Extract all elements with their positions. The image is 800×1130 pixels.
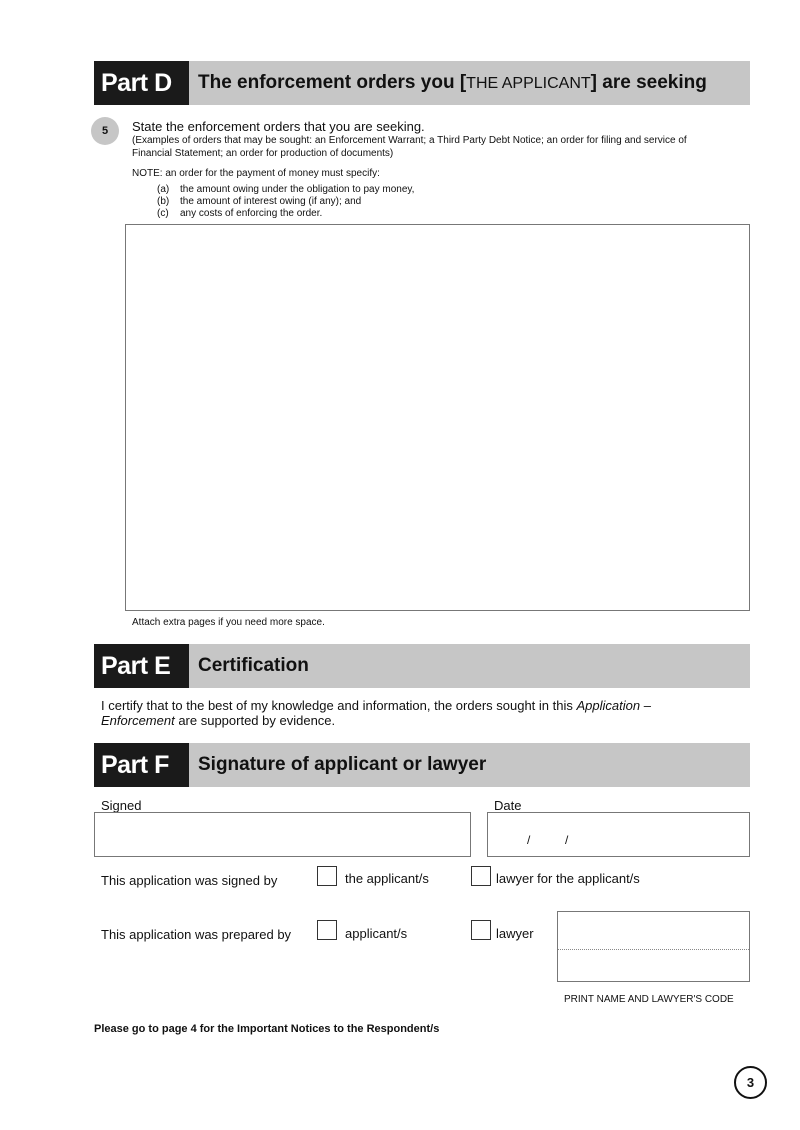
prepared-by-applicant-checkbox[interactable]	[317, 920, 337, 940]
signed-by-applicant-checkbox[interactable]	[317, 866, 337, 886]
line-marker	[125, 387, 126, 407]
line-marker	[125, 355, 126, 375]
part-e-header	[94, 644, 750, 688]
application-title-italic: Enforcement	[101, 713, 175, 728]
part-d-label: Part D	[94, 61, 189, 105]
part-f-title: Signature of applicant or lawyer	[198, 754, 487, 775]
list-text: any costs of enforcing the order.	[180, 208, 323, 219]
signature-field[interactable]	[94, 812, 471, 857]
prepared-by-label: This application was prepared by	[101, 927, 292, 942]
application-title-italic: Application –	[576, 698, 651, 713]
list-marker: (c)	[157, 208, 169, 219]
signed-by-label: This application was signed by	[101, 873, 278, 888]
list-text: the amount owing under the obligation to pay money,	[180, 184, 415, 195]
part-d-title	[189, 61, 707, 105]
prepared-by-lawyer-checkbox[interactable]	[471, 920, 491, 940]
lawyer-name-code-field[interactable]	[557, 911, 750, 982]
line-marker	[125, 323, 126, 343]
print-name-label: PRINT NAME AND LAWYER'S CODE	[564, 994, 734, 1005]
question-examples-line1: (Examples of orders that may be sought: an Enforcement Warrant; a Third Party Debt Notice; an order for filing and service of	[132, 135, 687, 146]
list-item-c	[157, 207, 322, 220]
line-marker	[125, 579, 126, 599]
line-marker	[125, 451, 126, 471]
line-marker	[125, 419, 126, 439]
part-d-title-pre: The enforcement orders you [	[198, 72, 467, 93]
date-label: Date	[494, 798, 522, 813]
line-marker	[125, 291, 126, 311]
next-page-note: Please go to page 4 for the Important Notices to the Respondent/s	[94, 1023, 440, 1035]
part-d-title-post: ] are seeking	[590, 72, 707, 93]
line-marker	[125, 547, 126, 567]
question-examples-line2: Financial Statement; an order for production of documents)	[132, 148, 394, 159]
signed-by-applicant-label: the applicant/s	[345, 871, 429, 886]
line-marker	[125, 515, 126, 535]
date-separator: /	[565, 833, 569, 847]
line-marker	[125, 259, 126, 279]
page-number: 3	[734, 1066, 767, 1099]
part-d-title-caps: THE APPLICANT	[466, 75, 591, 92]
part-f-header	[94, 743, 750, 787]
part-e-title: Certification	[198, 655, 309, 676]
prepared-by-lawyer-label: lawyer	[496, 926, 534, 941]
date-field[interactable]	[487, 812, 750, 857]
question-number-badge: 5	[91, 117, 119, 145]
part-e-label: Part E	[94, 644, 189, 688]
line-marker	[125, 483, 126, 503]
question-prompt: State the enforcement orders that you are seeking.	[132, 119, 425, 134]
list-marker: (a)	[157, 184, 170, 195]
enforcement-orders-input[interactable]	[125, 224, 750, 611]
certification-text: I certify that to the best of my knowledge and information, the orders sought in this	[101, 698, 577, 713]
signed-by-lawyer-label: lawyer for the applicant/s	[496, 871, 640, 886]
question-note: NOTE: an order for the payment of money must specify:	[132, 168, 380, 179]
part-f-label: Part F	[94, 743, 189, 787]
attach-note: Attach extra pages if you need more space.	[132, 617, 325, 628]
part-d-header	[94, 61, 750, 105]
date-separator: /	[527, 833, 531, 847]
certification-line2	[101, 713, 335, 729]
signed-by-lawyer-checkbox[interactable]	[471, 866, 491, 886]
signed-label: Signed	[101, 798, 142, 813]
divider	[558, 949, 749, 950]
certification-line1	[101, 698, 651, 714]
certification-text: are supported by evidence.	[174, 713, 336, 728]
list-marker: (b)	[157, 196, 170, 207]
list-text: the amount of interest owing (if any); and	[180, 196, 362, 207]
prepared-by-applicant-label: applicant/s	[345, 926, 408, 941]
